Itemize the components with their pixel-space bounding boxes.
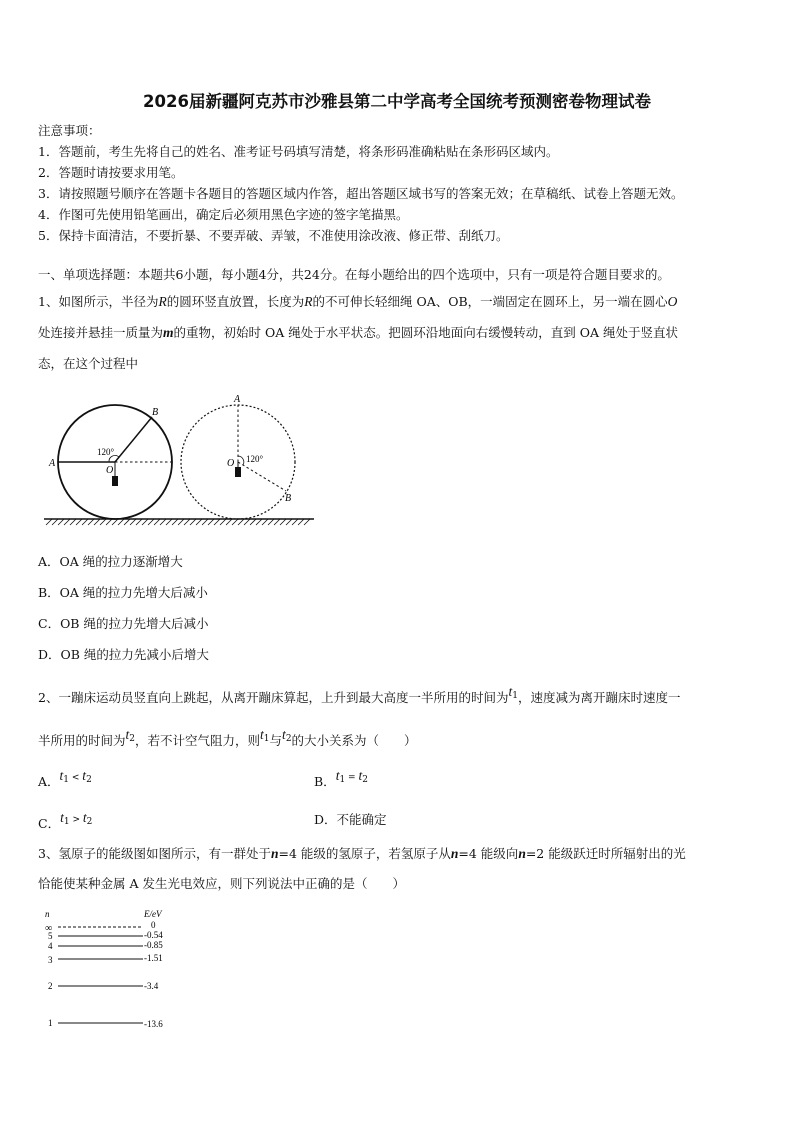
q1-option-d: D．OB 绳的拉力先减小后增大: [38, 647, 209, 662]
q2-var-t: t: [335, 768, 340, 783]
right-label-a: A: [234, 394, 241, 405]
q1-line-3: 态，在这个过程中: [38, 356, 139, 371]
q2-var-t: t: [282, 727, 286, 742]
q1-option-a: A．OA 绳的拉力逐渐增大: [38, 554, 183, 569]
right-angle-label: 120°: [246, 454, 264, 464]
q2-sub: 2: [362, 775, 368, 785]
level-n-inf: ∞: [45, 923, 53, 934]
level-e-5: -0.54: [144, 930, 163, 940]
q1-text: 处连接并悬挂一质量为: [38, 325, 164, 340]
q2-text: ，速度减为离开蹦床时速度一: [517, 690, 681, 705]
level-n-4: 4: [48, 941, 53, 951]
q3-var-n: n: [450, 846, 459, 861]
q2-option-label: B．: [314, 774, 336, 789]
notice-heading: 注意事项：: [38, 123, 101, 138]
q2-text: 半所用的时间为: [38, 733, 126, 748]
notice-item-5: 5．保持卡面清洁，不要折暴、不要弄破、弄皱，不准使用涂改液、修正带、刮纸刀。: [38, 228, 509, 243]
q2-text: 的大小关系为（ ）: [291, 733, 417, 748]
q3-text: =2 能级跃迁时所辐射出的光: [525, 846, 686, 861]
level-e-1: -13.6: [144, 1019, 163, 1029]
notice-item-2: 2．答题时请按要求用笔。: [38, 165, 184, 180]
q1-text: 的圆环竖直放置，长度为: [166, 294, 305, 309]
q2-sub: 2: [86, 775, 92, 785]
q1-circle-figure: [38, 385, 328, 530]
left-label-a: A: [49, 458, 56, 469]
right-label-o: O: [227, 458, 235, 469]
q3-line-2: 恰能使某种金属 A 发生光电效应，则下列说法中正确的是（ ）: [38, 876, 405, 891]
energy-level-diagram: [40, 905, 200, 1035]
q2-var-t: t: [82, 768, 87, 783]
q2-text: 与: [269, 733, 283, 748]
q2-sub: 1: [339, 775, 346, 785]
level-n-2: 2: [48, 981, 53, 991]
q2-sub: 1: [512, 691, 518, 701]
q2-option-b: [314, 768, 368, 790]
q2-var-t: t: [82, 810, 87, 825]
q1-var-o: O: [667, 294, 678, 309]
q2-var-t: t: [125, 727, 130, 742]
q2-relation: <: [69, 773, 83, 783]
q2-relation: =: [345, 773, 359, 783]
right-rope-ob: [238, 462, 286, 491]
notice-item-4: 4．作图可先使用铅笔画出，确定后必须用黑色字迹的签字笔描黑。: [38, 207, 409, 222]
q3-var-n: n: [270, 846, 279, 861]
page-title: 2026届新疆阿克苏市沙雅县第二中学高考全国统考预测密卷物理试卷: [143, 92, 651, 111]
q1-line-2: [38, 323, 678, 341]
q2-sub: 1: [263, 734, 270, 744]
q2-sub: 2: [129, 734, 136, 744]
level-n-5: 5: [48, 931, 53, 941]
q1-option-c: C．OB 绳的拉力先增大后减小: [38, 616, 209, 631]
q2-text: 2、一蹦床运动员竖直向上跳起，从离开蹦床算起，上升到最大高度一半所用的时间为: [38, 690, 509, 705]
q1-text: 的重物，初始时 OA 绳处于水平状态。把圆环沿地面向右缓慢转动，直到 OA 绳处于竖直状: [173, 325, 678, 340]
level-e-4: -0.85: [144, 940, 163, 950]
q3-var-n: n: [518, 846, 526, 861]
q3-line-1: [38, 844, 686, 862]
level-e-inf: 0: [151, 920, 156, 930]
q1-var-r: R: [158, 294, 167, 309]
right-weight: [235, 467, 241, 477]
level-e-3: -1.51: [144, 953, 163, 963]
q2-option-c: [38, 810, 92, 832]
q1-option-b: B．OA 绳的拉力先增大后减小: [38, 585, 208, 600]
q2-option-label: C．: [38, 816, 61, 831]
q2-var-t: t: [508, 684, 513, 699]
right-angle-arc: [238, 456, 244, 465]
level-n-3: 3: [48, 955, 53, 965]
left-label-o: O: [106, 465, 114, 476]
q2-var-t: t: [59, 768, 64, 783]
q2-option-label: A．: [38, 774, 60, 789]
left-rope-ob: [115, 417, 152, 462]
q2-sub: 2: [86, 817, 93, 827]
q1-text: 的不可伸长轻细绳 OA、OB，一端固定在圆环上，另一端在圆心: [312, 294, 668, 309]
q2-line-2: [38, 727, 417, 749]
q2-option-a: [38, 768, 92, 790]
q2-sub: 1: [63, 775, 70, 785]
q3-text: =4 能级向: [458, 846, 519, 861]
e-header: E/eV: [144, 909, 162, 919]
left-weight: [112, 476, 118, 486]
q3-text: 3、氢原子的能级图如图所示，有一群处于: [38, 846, 271, 861]
q2-option-d: D．不能确定: [314, 812, 387, 827]
section-heading: 一、单项选择题：本题共6小题，每小题4分，共24分。在每小题给出的四个选项中，只有一项是符合题目要求的。: [38, 267, 670, 282]
q2-var-t: t: [260, 727, 264, 742]
level-e-2: -3.4: [144, 981, 159, 991]
q1-text: 1、如图所示，半径为: [38, 294, 159, 309]
q2-sub: 1: [63, 817, 70, 827]
q2-relation: >: [69, 815, 83, 825]
q2-line-1: [38, 684, 680, 706]
ground-hatching: [46, 519, 310, 525]
n-header: n: [45, 909, 50, 919]
q2-var-t: t: [358, 768, 363, 783]
level-n-1: 1: [48, 1018, 53, 1028]
notice-item-1: 1．答题前，考生先将自己的姓名、准考证号码填写清楚，将条形码准确粘贴在条形码区域内。: [38, 144, 559, 159]
left-angle-label: 120°: [97, 447, 115, 457]
q2-text: ，若不计空气阻力，则: [135, 733, 261, 748]
notice-item-3: 3．请按照题号顺序在答题卡各题目的答题区域内作答，超出答题区域书写的答案无效；在草稿纸、试卷上答题无效。: [38, 186, 684, 201]
q2-var-t: t: [60, 810, 64, 825]
q1-line-1: [38, 292, 677, 310]
right-label-b: B: [285, 493, 292, 504]
q2-sub: 2: [285, 734, 292, 744]
q1-var-r: R: [304, 294, 313, 309]
left-label-b: B: [152, 407, 159, 418]
q1-var-m: m: [163, 325, 174, 340]
q3-text: =4 能级的氢原子，若氢原子从: [278, 846, 451, 861]
